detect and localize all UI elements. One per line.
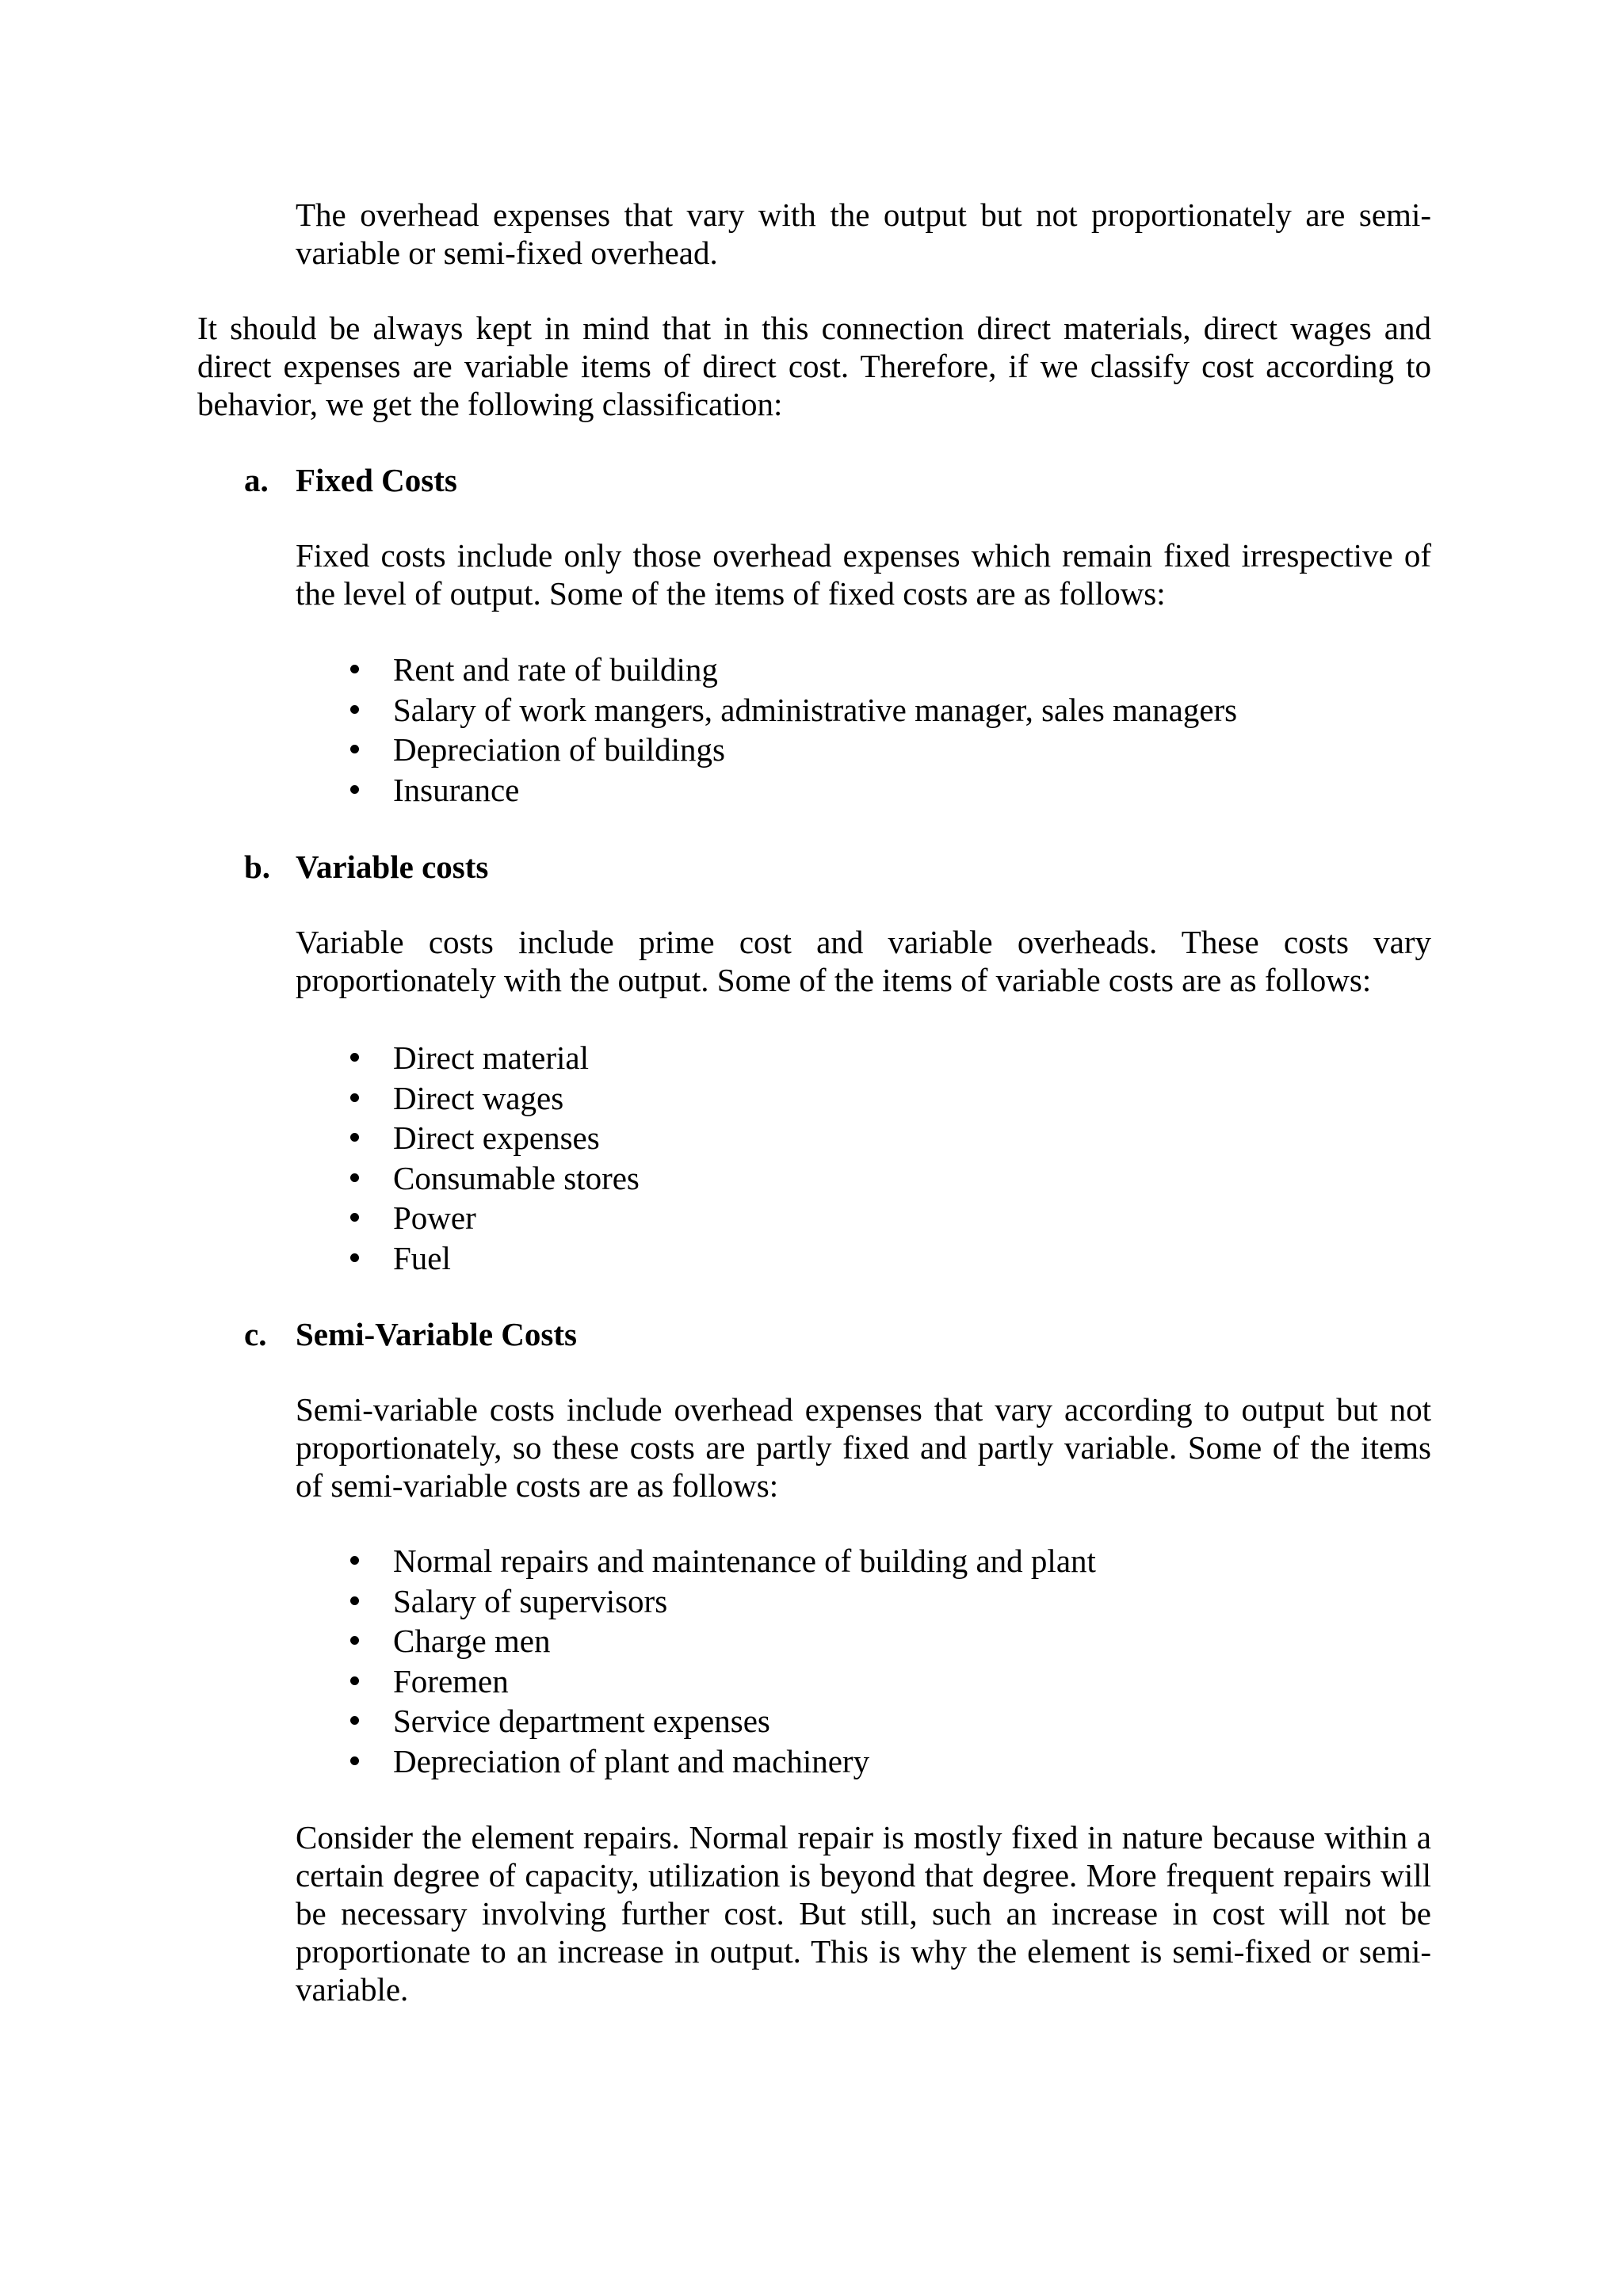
list-item: Fuel bbox=[343, 1238, 640, 1279]
list-item: Direct material bbox=[343, 1038, 640, 1078]
list-item: Depreciation of plant and machinery bbox=[343, 1741, 1096, 1782]
semi-variable-costs-description: Semi-variable costs include overhead expenses that vary according to output but not proportionately, so these costs are partly fixed and partly variable. Some of the items of semi-variable costs are as follows: bbox=[296, 1391, 1431, 1504]
section-heading-fixed-costs bbox=[244, 461, 457, 499]
list-item: Direct expenses bbox=[343, 1118, 640, 1158]
list-item: Insurance bbox=[343, 770, 1237, 810]
list-item: Salary of supervisors bbox=[343, 1581, 1096, 1622]
semi-variable-costs-list bbox=[343, 1541, 1096, 1781]
section-heading-variable-costs bbox=[244, 848, 488, 886]
behavior-paragraph: It should be always kept in mind that in this connection direct materials, direct wages and direct expenses are variable items of direct cost. Therefore, if we classify cost according to behavior, we get the following classification: bbox=[197, 310, 1431, 422]
intro-paragraph: The overhead expenses that vary with the output but not proportionately are semi-variable or semi-fixed overhead. bbox=[296, 196, 1431, 271]
section-title: Variable costs bbox=[296, 849, 489, 885]
list-item: Direct wages bbox=[343, 1078, 640, 1119]
fixed-costs-description: Fixed costs include only those overhead expenses which remain fixed irrespective of the level of output. Some of the items of fixed costs are as follows: bbox=[296, 537, 1431, 612]
variable-costs-description: Variable costs include prime cost and variable overheads. These costs vary proportionately with the output. Some of the items of variable costs are as follows: bbox=[296, 924, 1431, 998]
section-title: Semi-Variable Costs bbox=[296, 1316, 577, 1352]
fixed-costs-list bbox=[343, 650, 1237, 810]
section-letter: b. bbox=[244, 849, 271, 885]
section-heading-semi-variable-costs bbox=[244, 1315, 577, 1353]
list-item: Charge men bbox=[343, 1621, 1096, 1661]
section-title: Fixed Costs bbox=[296, 462, 457, 498]
variable-costs-list bbox=[343, 1038, 640, 1278]
list-item: Consumable stores bbox=[343, 1158, 640, 1199]
list-item: Power bbox=[343, 1198, 640, 1238]
closing-paragraph: Consider the element repairs. Normal repair is mostly fixed in nature because within a certain degree of capacity, utilization is beyond that degree. More frequent repairs will be necessary involving further cost. But still, such an increase in cost will not be proportionate to an increase in output. This is why the element is semi-fixed or semi-variable. bbox=[296, 1819, 1431, 2008]
section-letter: a. bbox=[244, 462, 269, 498]
list-item: Service department expenses bbox=[343, 1701, 1096, 1741]
list-item: Normal repairs and maintenance of building and plant bbox=[343, 1541, 1096, 1581]
list-item: Rent and rate of building bbox=[343, 650, 1237, 690]
section-letter: c. bbox=[244, 1316, 267, 1352]
list-item: Salary of work mangers, administrative manager, sales managers bbox=[343, 690, 1237, 730]
list-item: Depreciation of buildings bbox=[343, 730, 1237, 770]
list-item: Foremen bbox=[343, 1661, 1096, 1702]
